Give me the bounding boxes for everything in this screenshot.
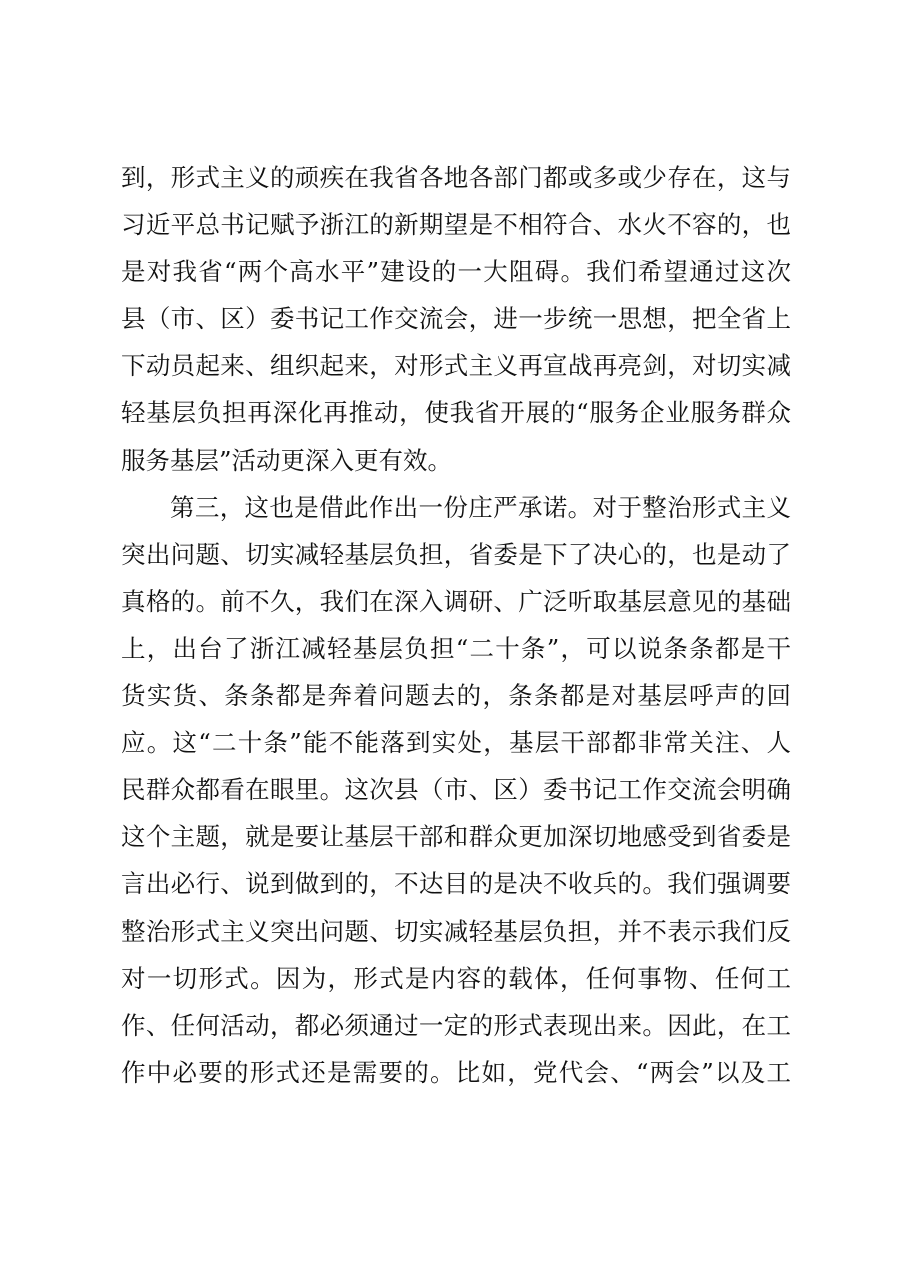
paragraph-2-line-11: 对一切形式。因为，形式是内容的载体，任何事物、任何工 <box>121 963 791 993</box>
paragraph-2-line-6: 应。这“二十条”能不能落到实处，基层干部都非常关注、人 <box>121 728 791 758</box>
paragraph-1-line-7: 服务基层”活动更深入更有效。 <box>121 445 453 475</box>
document-body <box>121 154 791 1096</box>
paragraph-2-line-7: 民群众都看在眼里。这次县（市、区）委书记工作交流会明确 <box>121 775 791 805</box>
paragraph-2-line-12: 作、任何活动，都必须通过一定的形式表现出来。因此，在工 <box>121 1010 791 1040</box>
paragraph-2-line-10: 整治形式主义突出问题、切实减轻基层负担，并不表示我们反 <box>121 916 791 946</box>
paragraph-2-line-13: 作中必要的形式还是需要的。比如，党代会、“两会”以及工 <box>121 1057 791 1087</box>
paragraph-1-line-1: 到，形式主义的顽疾在我省各地各部门都或多或少存在，这与 <box>121 163 791 192</box>
paragraph-2-line-2: 突出问题、切实减轻基层负担，省委是下了决心的，也是动了 <box>121 539 791 569</box>
paragraph-2-line-1: 第三，这也是借此作出一份庄严承诺。对于整治形式主义 <box>170 492 791 522</box>
paragraph-2-line-4: 上，出台了浙江减轻基层负担“二十条”，可以说条条都是干 <box>121 633 791 663</box>
paragraph-1-line-5: 下动员起来、组织起来，对形式主义再宣战再亮剑，对切实减 <box>121 351 791 381</box>
paragraph-1-line-2: 习近平总书记赋予浙江的新期望是不相符合、水火不容的，也 <box>121 210 791 240</box>
paragraph-2-line-8: 这个主题，就是要让基层干部和群众更加深切地感受到省委是 <box>121 822 791 852</box>
paragraph-2-line-3: 真格的。前不久，我们在深入调研、广泛听取基层意见的基础 <box>121 586 791 616</box>
paragraph-1-line-6: 轻基层负担再深化再推动，使我省开展的“服务企业服务群众 <box>121 398 791 428</box>
paragraph-2-line-9: 言出必行、说到做到的，不达目的是决不收兵的。我们强调要 <box>121 869 791 899</box>
paragraph-2-line-5: 货实货、条条都是奔着问题去的，条条都是对基层呼声的回 <box>121 681 791 711</box>
paragraph-1-line-3: 是对我省“两个高水平”建设的一大阻碍。我们希望通过这次 <box>121 257 791 287</box>
paragraph-1-line-4: 县（市、区）委书记工作交流会，进一步统一思想，把全省上 <box>121 304 791 334</box>
